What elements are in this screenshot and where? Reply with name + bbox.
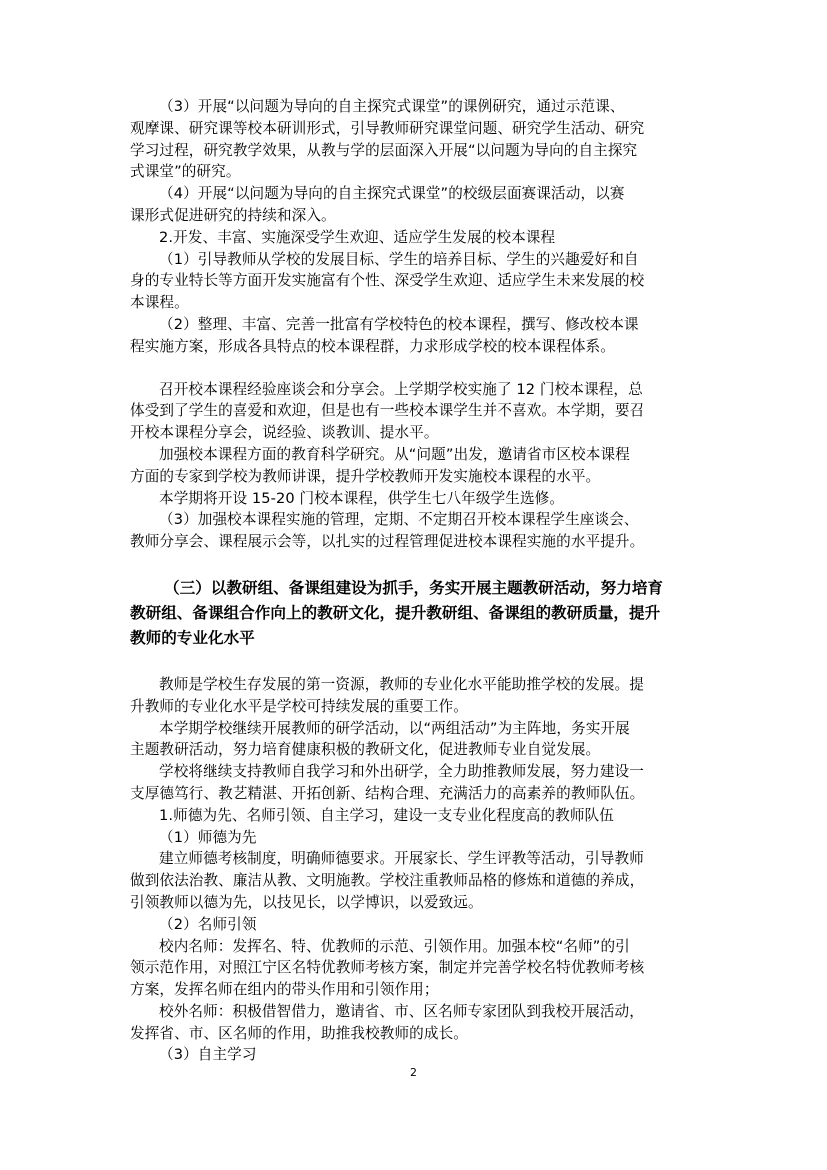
paragraph-line: 支厚德笃行、教艺精湛、开拓创新、结构合理、充满活力的高素养的教师队伍。 [130, 784, 645, 802]
paragraph-line: 召开校本课程经验座谈会和分享会。上学期学校实施了 12 门校本课程，总 [159, 380, 643, 398]
paragraph-line: （2）整理、丰富、完善一批富有学校特色的校本课程，撰写、修改校本课 [159, 315, 639, 333]
section-heading-line: （三）以教研组、备课组建设为抓手，务实开展主题教研活动，努力培育 [164, 578, 664, 597]
subheading-line: 2.开发、丰富、实施深受学生欢迎、适应学生发展的校本课程 [159, 228, 556, 246]
paragraph-line: 课形式促进研究的持续和深入。 [130, 206, 336, 224]
paragraph-line: （3）开展“以问题为导向的自主探究式课堂”的课例研究，通过示范课、 [159, 98, 625, 115]
document-body [130, 96, 702, 1066]
paragraph-line: 引领教师以德为先，以技见长，以学博识，以爱致远。 [130, 893, 483, 911]
subheading-line: （1）师德为先 [159, 828, 257, 846]
paragraph-line: 教师分享会、课程展示会等，以扎实的过程管理促进校本课程实施的水平提升。 [130, 533, 645, 551]
paragraph-line: （4）开展“以问题为导向的自主探究式课堂”的校级层面赛课活动，以赛 [159, 185, 625, 203]
subheading-line: （2）名师引领 [159, 915, 257, 933]
paragraph-line: 教师是学校生存发展的第一资源，教师的专业化水平能助推学校的发展。提 [159, 675, 644, 693]
paragraph-line: 升教师的专业化水平是学校可持续发展的重要工作。 [130, 697, 468, 715]
paragraph-line: 开校本课程分享会，说经验、谈教训、提水平。 [130, 424, 439, 442]
paragraph-line: 观摩课、研究课等校本研训形式，引导教师研究课堂问题、研究学生活动、研究 [130, 119, 645, 137]
paragraph-gap [130, 358, 702, 379]
paragraph-line: 身的专业特长等方面开发实施富有个性、深受学生欢迎、适应学生未来发展的校 [130, 272, 645, 290]
paragraph-line: 体受到了学生的喜爱和欢迎，但是也有一些校本课学生并不喜欢。本学期，要召 [130, 402, 645, 420]
section-heading-line: 教研组、备课组合作向上的教研文化，提升教研组、备课组的教研质量，提升 [130, 603, 661, 622]
paragraph-line: 学校将继续支持教师自我学习和外出研学，全力助推教师发展，努力建设一 [159, 763, 644, 781]
paragraph-line: 程实施方案，形成各具特点的校本课程群，力求形成学校的校本课程体系。 [130, 337, 615, 355]
paragraph-line: （3）加强校本课程实施的管理，定期、不定期召开校本课程学生座谈会、 [159, 511, 639, 529]
paragraph-line: 发挥省、市、区名师的作用，助推我校教师的成长。 [130, 1024, 468, 1042]
paragraph-line: 方案，发挥名师在组内的带头作用和引领作用； [130, 981, 439, 999]
paragraph-line: 本学期学校继续开展教师的研学活动，以“两组活动”为主阵地，务实开展 [159, 719, 630, 737]
paragraph-gap [130, 651, 702, 674]
paragraph-line: 校内名师：发挥名、特、优教师的示范、引领作用。加强本校“名师”的引 [159, 937, 630, 955]
paragraph-line: 校外名师：积极借智借力，邀请省、市、区名师专家团队到我校开展活动， [159, 1002, 644, 1020]
subheading-line: （3）自主学习 [159, 1046, 257, 1064]
paragraph-line: 加强校本课程方面的教育科学研究。从“问题”出发，邀请省市区校本课程 [159, 445, 630, 463]
paragraph-line: 本学期将开设 15-20 门校本课程，供学生七八年级学生选修。 [159, 489, 565, 507]
paragraph-line: （1）引导教师从学校的发展目标、学生的培养目标、学生的兴趣爱好和自 [159, 250, 639, 268]
paragraph-line: 主题教研活动，努力培育健康积极的教研文化，促进教师专业自觉发展。 [130, 741, 601, 759]
paragraph-line: 式课堂”的研究。 [130, 163, 241, 181]
paragraph-line: 本课程。 [130, 294, 189, 312]
page-number: 2 [410, 1066, 417, 1079]
paragraph-gap [130, 553, 702, 576]
paragraph-line: 方面的专家到学校为教师讲课，提升学校教师开发实施校本课程的水平。 [130, 467, 601, 485]
paragraph-line: 做到依法治教、廉洁从教、文明施教。学校注重教师品格的修炼和道德的养成， [130, 872, 645, 890]
paragraph-line: 学习过程，研究教学效果，从教与学的层面深入开展“以问题为导向的自主探究 [130, 141, 638, 159]
section-heading-line: 教师的专业化水平 [130, 628, 255, 647]
paragraph-line: 领示范作用，对照江宁区名特优教师考核方案，制定并完善学校名特优教师考核 [130, 959, 645, 977]
paragraph-line: 建立师德考核制度，明确师德要求。开展家长、学生评教等活动，引导教师 [159, 850, 644, 868]
subheading-line: 1.师德为先、名师引领、自主学习，建设一支专业化程度高的教师队伍 [159, 806, 614, 824]
